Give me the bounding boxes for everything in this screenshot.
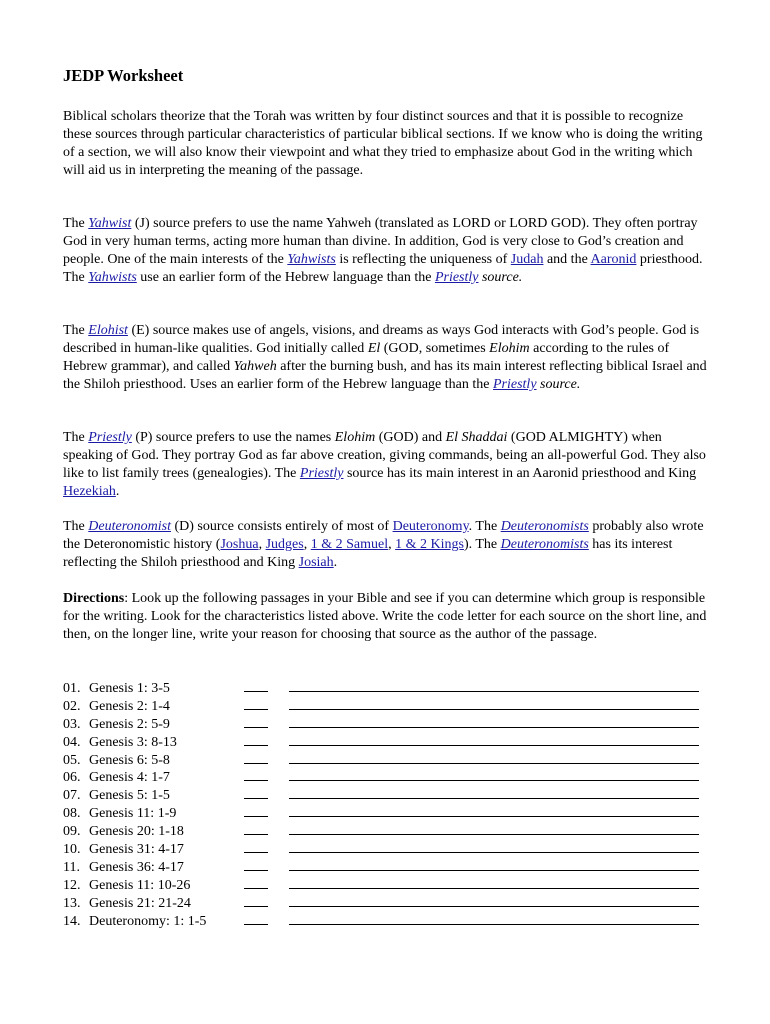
passage-reference: Genesis 5: 1-5 xyxy=(89,788,170,804)
reason-line[interactable] xyxy=(289,697,699,716)
reason-line[interactable] xyxy=(289,751,699,770)
passage-reference: Genesis 11: 1-9 xyxy=(89,806,177,822)
passage-number: 02. xyxy=(63,698,81,714)
passage-reference: Genesis 36: 4-17 xyxy=(89,859,184,875)
intro-paragraph: Biblical scholars theorize that the Torah was written by four distinct sources and that it is possible to recognize these sources through particular characteristics of particular biblical sections. If we know who is doing the writing of a section, we will also know their viewpoint and what they tried to emphasize about God in the writing which will aid us in interpreting the meaning of the passage. xyxy=(63,109,703,178)
priestly-paragraph: The Priestly (P) source prefers to use the names Elohim (GOD) and El Shaddai (GOD ALMIGHTY) when speaking of God. They portray God as far above creation, giving commands, being an all-powerful God. They also like to list family trees (genealogies). The Priestly source has its main interest in an Aaronid priesthood and King Hezekiah. xyxy=(63,430,706,499)
elohist-link[interactable]: Elohist xyxy=(88,323,128,338)
directions-label: Directions xyxy=(63,591,125,606)
judges-link[interactable]: Judges xyxy=(265,536,304,552)
passage-number: 09. xyxy=(63,824,81,840)
joshua-link[interactable]: Joshua xyxy=(220,536,259,552)
yahwist-link[interactable]: Yahwist xyxy=(88,216,132,231)
passage-row xyxy=(63,679,713,697)
passage-number: 12. xyxy=(63,877,81,893)
priestly-link[interactable]: Priestly xyxy=(299,465,344,481)
samuel-link[interactable]: 1 & 2 Samuel xyxy=(310,536,389,552)
reason-line[interactable] xyxy=(289,858,699,877)
passage-row xyxy=(63,751,713,769)
page-title: JEDP Worksheet xyxy=(63,66,184,85)
deuteronomist-link[interactable]: Deuteronomist xyxy=(88,519,171,534)
passage-row xyxy=(63,894,713,912)
source-code-line[interactable] xyxy=(244,733,268,752)
passage-number: 14. xyxy=(63,913,81,929)
reason-line[interactable] xyxy=(289,912,699,931)
reason-line[interactable] xyxy=(289,840,699,859)
source-code-line[interactable] xyxy=(244,858,268,877)
passage-number: 01. xyxy=(63,681,81,696)
passage-number: 06. xyxy=(63,770,81,786)
priestly-link[interactable]: Priestly xyxy=(492,376,537,392)
aaronid-link[interactable]: Aaronid xyxy=(590,251,637,267)
passage-row xyxy=(63,786,713,804)
passage-reference: Genesis 2: 1-4 xyxy=(89,698,170,714)
reason-line[interactable] xyxy=(289,822,699,841)
passage-list xyxy=(63,679,713,929)
passage-reference: Genesis 21: 21-24 xyxy=(89,895,191,911)
hezekiah-link[interactable]: Hezekiah xyxy=(63,483,116,499)
passage-number: 11. xyxy=(63,859,80,875)
source-code-line[interactable] xyxy=(244,840,268,859)
passage-row xyxy=(63,768,713,786)
passage-reference: Genesis 31: 4-17 xyxy=(89,842,184,858)
passage-row xyxy=(63,804,713,822)
deuteronomy-link[interactable]: Deuteronomy xyxy=(392,519,469,534)
passage-reference: Genesis 4: 1-7 xyxy=(89,770,170,786)
passage-number: 08. xyxy=(63,806,81,822)
source-code-line[interactable] xyxy=(244,768,268,787)
passage-reference: Genesis 2: 5-9 xyxy=(89,716,170,732)
priestly-link[interactable]: Priestly xyxy=(88,430,132,445)
passage-row xyxy=(63,840,713,858)
deuteronomists-link[interactable]: Deuteronomists xyxy=(500,519,589,534)
passage-number: 05. xyxy=(63,752,81,768)
passage-number: 13. xyxy=(63,895,81,911)
judah-link[interactable]: Judah xyxy=(510,251,544,267)
deuteronomists-link[interactable]: Deuteronomists xyxy=(500,536,589,552)
source-code-line[interactable] xyxy=(244,894,268,913)
source-code-line[interactable] xyxy=(244,822,268,841)
source-code-line[interactable] xyxy=(244,912,268,931)
passage-reference: Genesis 1: 3-5 xyxy=(89,681,170,696)
reason-line[interactable] xyxy=(289,894,699,913)
source-code-line[interactable] xyxy=(244,697,268,716)
directions-paragraph: Directions: Look up the following passages in your Bible and see if you can determine which group is responsible for the writing. Look for the characteristics listed above. Write the code letter for each source on the short line, and then, on the longer line, write your reason for choosing that source as the author of the passage. xyxy=(63,591,707,642)
passage-number: 04. xyxy=(63,734,81,750)
reason-line[interactable] xyxy=(289,786,699,805)
passage-reference: Genesis 3: 8-13 xyxy=(89,734,177,750)
passage-row xyxy=(63,733,713,751)
source-code-line[interactable] xyxy=(244,804,268,823)
yahwists-link[interactable]: Yahwists xyxy=(287,251,336,267)
passage-row xyxy=(63,858,713,876)
josiah-link[interactable]: Josiah xyxy=(298,554,334,570)
kings-link[interactable]: 1 & 2 Kings xyxy=(395,536,464,552)
passage-number: 07. xyxy=(63,788,81,804)
passage-row xyxy=(63,912,713,930)
priestly-link[interactable]: Priestly xyxy=(434,269,479,285)
source-code-line[interactable] xyxy=(244,876,268,895)
source-code-line[interactable] xyxy=(244,751,268,770)
reason-line[interactable] xyxy=(289,679,699,698)
reason-line[interactable] xyxy=(289,715,699,734)
yahwist-paragraph: The Yahwist (J) source prefers to use the name Yahweh (translated as LORD or LORD GOD). They often portray God in very human terms, acting more human than divine. In addition, God is very close to God’s creation and people. One of the main interests of the Yahwists is reflecting the uniqueness of Judah and the Aaronid priesthood. The Yahwists use an earlier form of the Hebrew language than the Priestly source. xyxy=(63,216,703,285)
passage-reference: Genesis 20: 1-18 xyxy=(89,824,184,840)
yahwists-link[interactable]: Yahwists xyxy=(88,269,137,285)
passage-row xyxy=(63,715,713,733)
reason-line[interactable] xyxy=(289,768,699,787)
elohist-paragraph: The Elohist (E) source makes use of angels, visions, and dreams as ways God interacts with God’s people. God is described in human-like qualities. God initially called El (GOD, sometimes Elohim according to the rules of Hebrew grammar), and called Yahweh after the burning bush, and has its main interest reflecting biblical Israel and the Shiloh priesthood. Uses an earlier form of the Hebrew language than the Priestly source. xyxy=(63,323,707,392)
passage-row xyxy=(63,876,713,894)
passage-row xyxy=(63,697,713,715)
passage-reference: Deuteronomy: 1: 1-5 xyxy=(89,913,207,929)
passage-number: 10. xyxy=(63,842,81,858)
source-code-line[interactable] xyxy=(244,786,268,805)
reason-line[interactable] xyxy=(289,804,699,823)
passage-row xyxy=(63,822,713,840)
source-code-line[interactable] xyxy=(244,679,268,698)
deuteronomist-paragraph: The Deuteronomist (D) source consists entirely of most of Deuteronomy. The Deuteronomists probably also wrote the Deteronomistic history (Joshua, Judges, 1 & 2 Samuel, 1 & 2 Kings). The Deuteronomists has its interest reflecting the Shiloh priesthood and King Josiah. xyxy=(63,519,704,570)
reason-line[interactable] xyxy=(289,876,699,895)
passage-number: 03. xyxy=(63,716,81,732)
source-code-line[interactable] xyxy=(244,715,268,734)
passage-reference: Genesis 6: 5-8 xyxy=(89,752,170,768)
passage-reference: Genesis 11: 10-26 xyxy=(89,877,191,893)
reason-line[interactable] xyxy=(289,733,699,752)
